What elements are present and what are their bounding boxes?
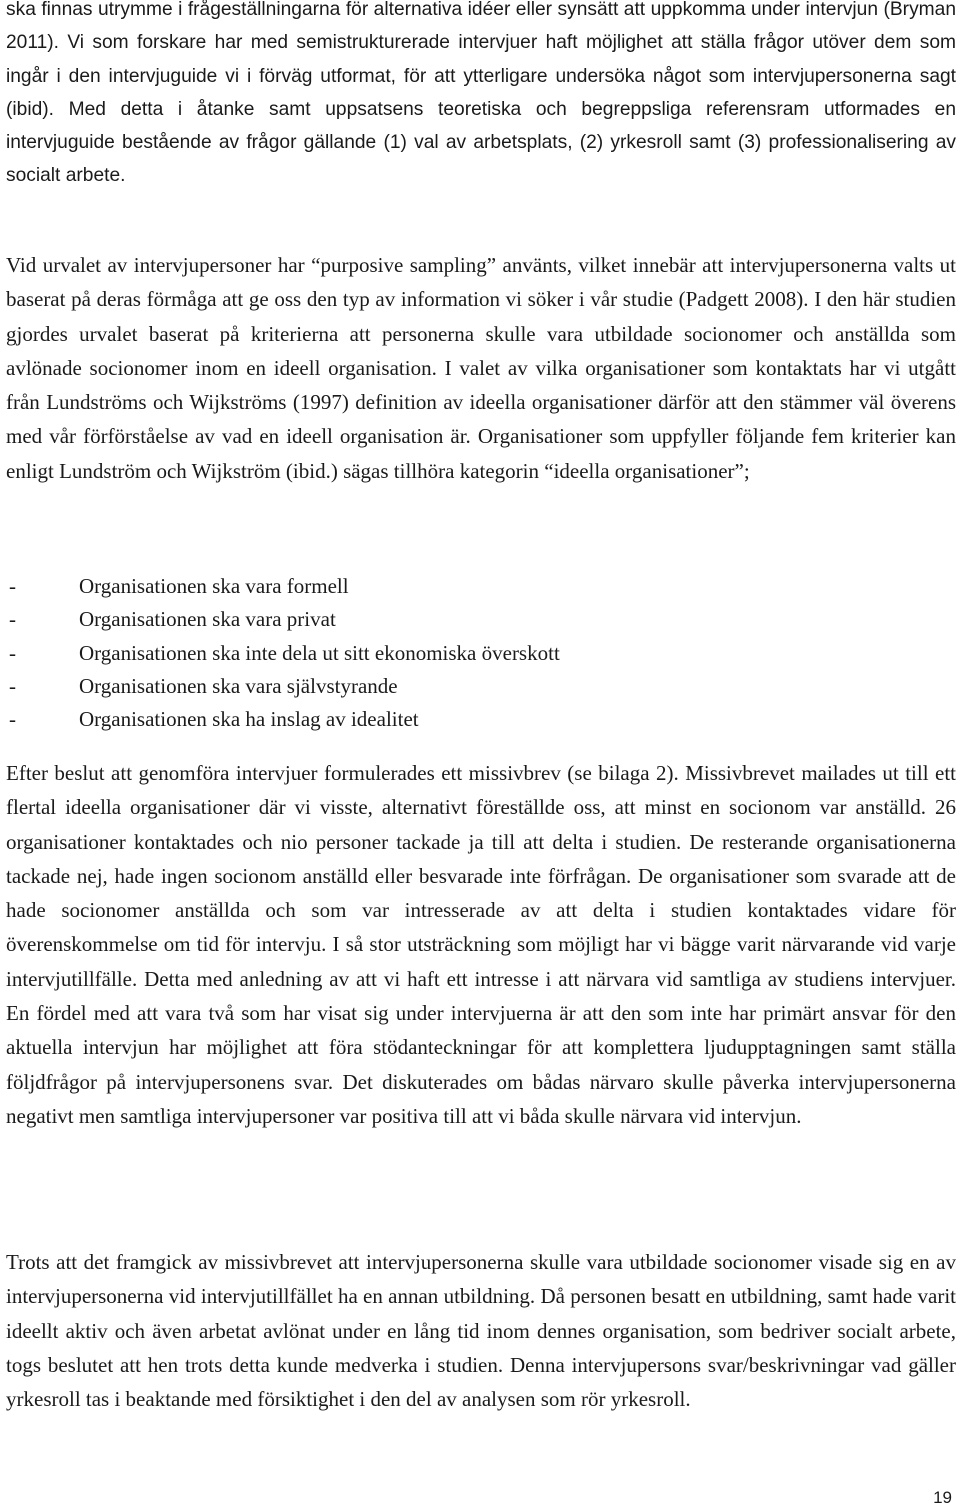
paragraph-recruitment-text: Efter beslut att genomföra intervjuer formulerades ett missivbrev (se bilaga 2). Missivbrevet mailades ut till ett flertal ideella organisationer där vi visste, alternativt föreställde oss, att minst en socionom var anställd. 26 organisationer kontaktades och nio personer tackade ja till att delta i studien. De resterande organisationerna tackade nej, hade ingen socionom anställd eller besvarade inte förfrågan. De organisationer som svarade att de hade socionomer anställda och som var intresserade av att delta i studien kontaktades vidare för överenskommelse om tid för intervju. I så stor utsträckning som möjligt har vi bägge varit närvarande vid varje intervjutillfälle. Detta med anledning av att vi haft ett intresse i att närvara vid samtliga av studiens intervjuer. En fördel med att vara två som har visat sig under intervjuerna är att den som inte har primärt ansvar för den aktuella intervjun har möjlighet att föra stödanteckningar för att komplettera ljudupptagningen samt ställa följdfrågor på intervjupersonens svar. Det diskuterades om bådas närvaro skulle påverka intervjupersonerna negativt men samtliga intervjupersoner var positiva till att vi båda skulle närvara vid intervjun. [6,761,956,1128]
paragraph-interview-guide-text: ska finnas utrymme i frågeställningarna för alternativa idéer eller synsätt att uppkomma under intervjun (Bryman 2011). Vi som forskare har med semistrukturerade intervjuer haft möjlighet att ställa frågor utöver dem som ingår i den intervjuguide vi i förväg utformat, för att ytterligare undersöka något som intervjupersonerna sagt (ibid). Med detta i åtanke samt uppsatsens teoretiska och begreppsliga referensram utformades en intervjuguide bestående av frågor gällande (1) val av arbetsplats, (2) yrkesroll samt (3) professionalisering av socialt arbete. [6,0,956,187]
list-item-text: Organisationen ska vara formell [79,574,349,598]
list-bullet: - [9,640,16,665]
list-bullet: - [9,607,16,632]
paragraph-sampling-text: Vid urvalet av intervjupersoner har “purposive sampling” använts, vilket innebär att intervjupersonerna valts ut baserat på deras förmåga att ge oss den typ av information vi söker i vår studie (Padgett 2008). I den här studien gjordes urvalet baserat på kriterierna att personerna skulle vara utbildade socionomer och anställda som avlönade socionomer inom en ideell organisation. I valet av vilka organisationer som kontaktats har vi utgått från Lundströms och Wijkströms (1997) definition av ideella organisationer därför att den stämmer väl överens med vår förförståelse av vad en ideell organisation är. Organisationer som uppfyller följande fem kriterier kan enligt Lundström och Wijkström (ibid.) sägas tillhöra kategorin “ideella organisationer”; [6,253,956,483]
list-item-text: Organisationen ska ha inslag av idealitet [79,707,419,732]
list-bullet: - [9,673,16,698]
list-bullet: - [9,707,16,732]
list-item [6,603,560,636]
paragraph-exception [6,1246,956,1417]
list-item [6,703,560,736]
list-item-text: Organisationen ska inte dela ut sitt ekonomiska överskott [79,640,560,665]
list-item [6,637,560,670]
page-number: 19 [933,1488,952,1507]
paragraph-recruitment [6,757,956,1134]
paragraph-interview-guide [6,0,956,193]
list-item [6,570,560,603]
list-item-text: Organisationen ska vara självstyrande [79,673,398,698]
list-bullet: - [9,574,16,598]
paragraph-exception-text: Trots att det framgick av missivbrevet att intervjupersonerna skulle vara utbildade socionomer visade sig en av intervjupersonerna vid intervjutillfället ha en annan utbildning. Då personen besatt en utbildning, samt hade varit ideellt aktiv och även arbetat avlönat under en lång tid inom dennes organisation, som bedriver socialt arbete, togs beslutet att hen trots detta kunde medverka i studien. Denna intervjupersons svar/beskrivningar vad gäller yrkesroll tas i beaktande med försiktighet i den del av analysen som rör yrkesroll. [6,1250,956,1412]
criteria-list [6,570,560,736]
paragraph-sampling [6,249,956,489]
list-item-text: Organisationen ska vara privat [79,607,336,632]
list-item [6,670,560,703]
